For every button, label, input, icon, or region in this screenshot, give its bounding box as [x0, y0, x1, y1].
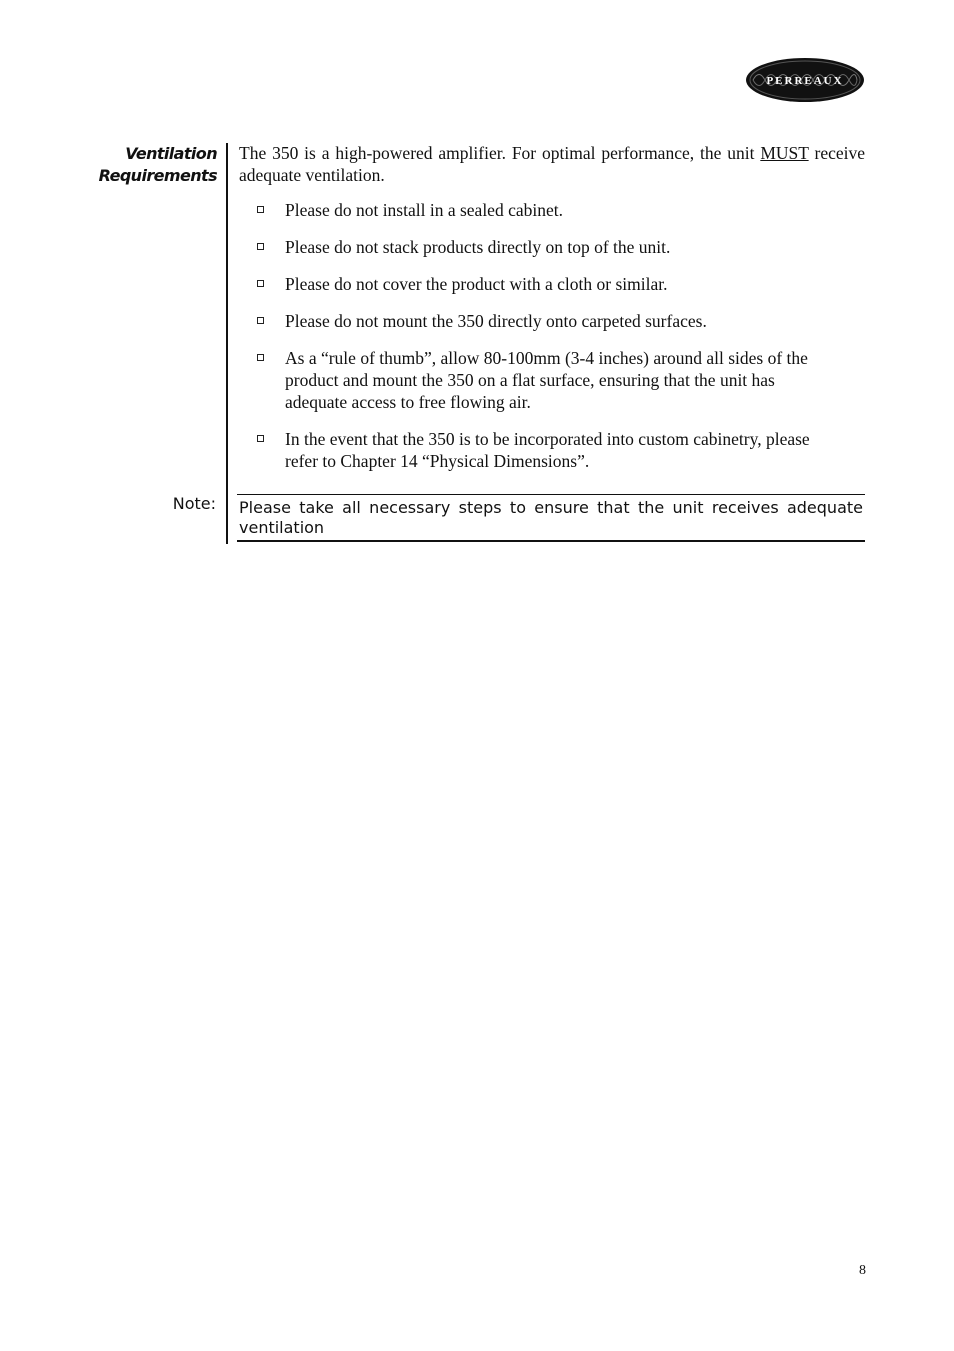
list-item: In the event that the 350 is to be incorporated into custom cabinetry, please refer to Chapter 14 “Physical Dimensions”. [239, 428, 865, 472]
must-emphasis: MUST [760, 143, 809, 163]
note-text: Please take all necessary steps to ensure that the unit receives adequate ventilation [237, 494, 865, 542]
list-item: Please do not mount the 350 directly onto carpeted surfaces. [239, 310, 865, 332]
section-heading [57, 143, 217, 187]
section-heading-line2: Requirements [98, 166, 217, 185]
list-item: Please do not cover the product with a cloth or similar. [239, 273, 865, 295]
ventilation-list [239, 199, 865, 472]
section-heading-line1: Ventilation [125, 144, 217, 163]
section-body [239, 142, 865, 487]
perreaux-logo [745, 57, 865, 103]
page-number: 8 [859, 1263, 866, 1278]
intro-paragraph: The 350 is a high-powered amplifier. For optimal performance, the unit MUST receive adequate ventilation. [239, 143, 865, 185]
bullet-square-icon [257, 354, 264, 361]
bullet-square-icon [257, 435, 264, 442]
list-item: Please do not stack products directly on top of the unit. [239, 236, 865, 258]
note-label: Note: [172, 494, 216, 513]
section-divider [226, 143, 228, 544]
logo-text: PERREAUX [766, 75, 844, 87]
list-item: As a “rule of thumb”, allow 80-100mm (3-4 inches) around all sides of the product and mount the 350 on a flat surface, ensuring that the unit has adequate access to free flowing air. [239, 347, 865, 413]
list-item: Please do not install in a sealed cabinet. [239, 199, 865, 221]
bullet-square-icon [257, 206, 264, 213]
bullet-square-icon [257, 243, 264, 250]
bullet-square-icon [257, 280, 264, 287]
bullet-square-icon [257, 317, 264, 324]
